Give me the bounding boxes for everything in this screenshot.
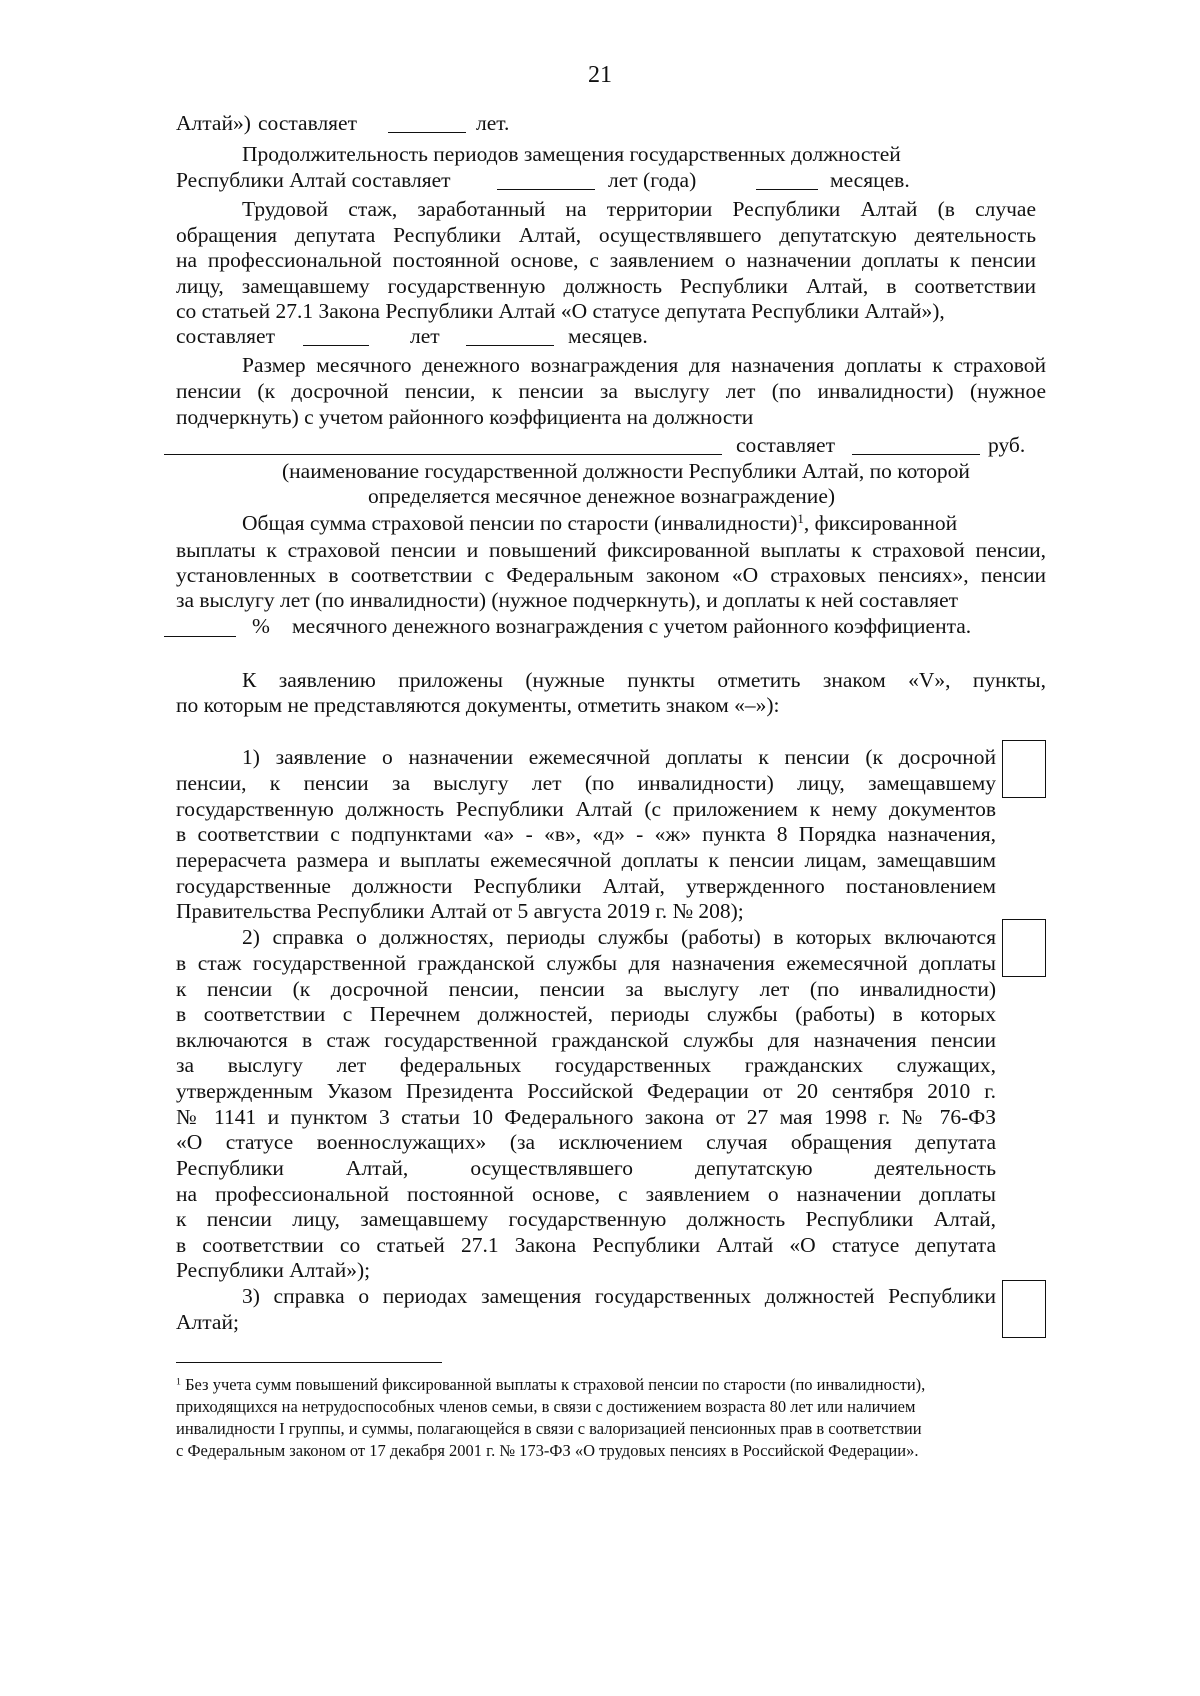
blank-field xyxy=(756,189,818,190)
footnote-line: инвалидности I группы, и суммы, полагающейся в связи с валоризацией пенсионных прав в соответствии xyxy=(176,1419,922,1438)
text-line: составляет xyxy=(176,324,275,348)
page-number: 21 xyxy=(588,62,612,88)
list-item-line: Республики Алтай, осуществлявшего депутатскую деятельность xyxy=(176,1156,996,1180)
text-span: , фиксированной xyxy=(803,511,958,535)
text-line: обращения депутата Республики Алтай, осуществлявшего депутатскую деятельность xyxy=(176,223,1036,247)
footnote-line: приходящихся на нетрудоспособных членов семьи, в связи с достижением возраста 80 лет или наличием xyxy=(176,1397,916,1416)
text-line: составляет xyxy=(736,433,835,457)
text-line: Алтай») xyxy=(176,111,251,135)
list-item-line: 2) справка о должностях, периоды службы (работы) в которых включаются xyxy=(242,925,996,949)
list-item-line: в соответствии со статьей 27.1 Закона Республики Алтай «О статусе депутата xyxy=(176,1233,996,1257)
blank-field xyxy=(852,454,980,455)
text-line: % xyxy=(252,614,270,638)
list-item-line: за выслугу лет федеральных государственных гражданских служащих, xyxy=(176,1053,996,1077)
text-line: пенсии (к досрочной пенсии, к пенсии за выслугу лет (по инвалидности) (нужное xyxy=(176,379,1046,403)
footnote-line: с Федеральным законом от 17 декабря 2001 г. № 173-ФЗ «О трудовых пенсиях в Российской Федерации». xyxy=(176,1441,919,1460)
list-item-line: на профессиональной постоянной основе, с заявлением о назначении доплаты xyxy=(176,1182,996,1206)
text-line: месяцев. xyxy=(830,168,910,192)
list-item-line: в соответствии с подпунктами «а» - «в», «д» - «ж» пункта 8 Порядка назначения, xyxy=(176,822,996,846)
footnote-mark: 1 xyxy=(176,1376,181,1388)
list-item-line: перерасчета размера и выплаты ежемесячной доплаты к пенсии лицам, замещавшим xyxy=(176,848,996,872)
text-line: К заявлению приложены (нужные пункты отметить знаком «V», пункты, xyxy=(242,668,1046,692)
text-line xyxy=(242,510,1046,537)
checkbox-item-1[interactable] xyxy=(1002,740,1046,798)
list-item-line: № 1141 и пунктом 3 статьи 10 Федерального закона от 27 мая 1998 г. № 76-ФЗ xyxy=(176,1105,996,1129)
blank-field xyxy=(497,189,595,190)
list-item-line: включаются в стаж государственной гражданской службы для назначения пенсии xyxy=(176,1028,996,1052)
list-item-line: в стаж государственной гражданской службы для назначения ежемесячной доплаты xyxy=(176,951,996,975)
list-item-line: 1) заявление о назначении ежемесячной доплаты к пенсии (к досрочной xyxy=(242,745,996,769)
checkbox-item-3[interactable] xyxy=(1002,1280,1046,1338)
blank-field xyxy=(164,454,722,455)
text-line: по которым не представляются документы, отметить знаком «–»): xyxy=(176,693,780,717)
text-line: лет xyxy=(410,324,440,348)
text-line: выплаты к страховой пенсии и повышений фиксированной выплаты к страховой пенсии, xyxy=(176,538,1046,562)
text-line: за выслугу лет (по инвалидности) (нужное подчеркнуть), и доплаты к ней составляет xyxy=(176,588,959,612)
text-line: месяцев. xyxy=(568,324,648,348)
list-item-line: Правительства Республики Алтай от 5 августа 2019 г. № 208); xyxy=(176,899,744,923)
footnote-separator xyxy=(176,1362,442,1363)
checkbox-item-2[interactable] xyxy=(1002,919,1046,977)
blank-field xyxy=(303,345,369,346)
list-item-line: государственные должности Республики Алтай, утвержденного постановлением xyxy=(176,874,996,898)
text-line: Республики Алтай составляет xyxy=(176,168,451,192)
blank-field xyxy=(466,345,554,346)
list-item-line: к пенсии (к досрочной пенсии, пенсии за выслугу лет (по инвалидности) xyxy=(176,977,996,1001)
list-item-line: Алтай; xyxy=(176,1310,239,1334)
text-line: установленных в соответствии с Федеральным законом «О страховых пенсиях», пенсии xyxy=(176,563,1046,587)
text-span: Общая сумма страховой пенсии по старости (инвалидности) xyxy=(242,511,798,535)
list-item-line: «О статусе военнослужащих» (за исключением случая обращения депутата xyxy=(176,1130,996,1154)
text-line: Продолжительность периодов замещения государственных должностей xyxy=(242,142,901,166)
list-item-line: утвержденным Указом Президента Российской Федерации от 20 сентября 2010 г. xyxy=(176,1079,996,1103)
footnote-line xyxy=(176,1374,925,1395)
list-item-line: государственную должность Республики Алтай (с приложением к нему документов xyxy=(176,797,996,821)
text-line: определяется месячное денежное вознаграждение) xyxy=(368,484,836,508)
text-line: руб. xyxy=(988,433,1026,457)
footnote-ref: 1 xyxy=(797,511,804,526)
blank-field xyxy=(164,636,236,637)
text-line: Размер месячного денежного вознаграждения для назначения доплаты к страховой xyxy=(242,353,1046,377)
text-line: лицу, замещавшему государственную должность Республики Алтай, в соответствии xyxy=(176,274,1036,298)
text-line: составляет xyxy=(258,111,357,135)
text-line: месячного денежного вознаграждения с учетом районного коэффициента. xyxy=(292,614,972,638)
text-line: со статьей 27.1 Закона Республики Алтай «О статусе депутата Республики Алтай»), xyxy=(176,299,945,323)
footnote-text: Без учета сумм повышений фиксированной выплаты к страховой пенсии по старости (по инвалидности), xyxy=(185,1375,926,1394)
text-line: (наименование государственной должности Республики Алтай, по которой xyxy=(282,459,970,483)
list-item-line: в соответствии с Перечнем должностей, периоды службы (работы) в которых xyxy=(176,1002,996,1026)
list-item-line: к пенсии лицу, замещавшему государственную должность Республики Алтай, xyxy=(176,1207,996,1231)
text-line: лет. xyxy=(476,111,510,135)
list-item-line: пенсии, к пенсии за выслугу лет (по инвалидности) лицу, замещавшему xyxy=(176,771,996,795)
list-item-line: Республики Алтай»); xyxy=(176,1258,371,1282)
blank-field xyxy=(388,132,466,133)
text-line: лет (года) xyxy=(608,168,697,192)
text-line: на профессиональной постоянной основе, с заявлением о назначении доплаты к пенсии xyxy=(176,248,1036,272)
list-item-line: 3) справка о периодах замещения государственных должностей Республики xyxy=(242,1284,996,1308)
text-line: подчеркнуть) с учетом районного коэффициента на должности xyxy=(176,405,754,429)
text-line: Трудовой стаж, заработанный на территории Республики Алтай (в случае xyxy=(242,197,1036,221)
